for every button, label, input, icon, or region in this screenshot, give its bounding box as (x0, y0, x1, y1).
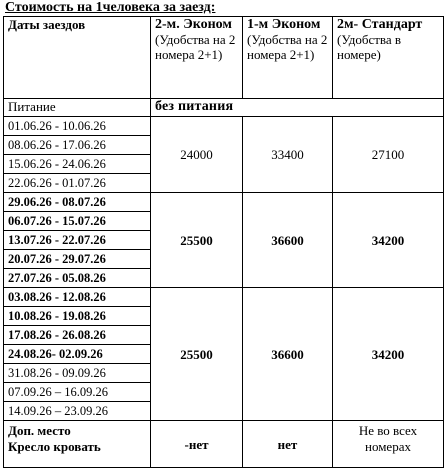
extra-bed-label-line2: Кресло кровать (8, 439, 101, 454)
price-cell: 36600 (243, 288, 333, 421)
table-row (4, 117, 444, 136)
extra-bed-value: нет (243, 421, 333, 468)
header-col2-title: 1-м Эконом (247, 17, 321, 32)
date-cell: 14.09.26 – 23.09.26 (4, 402, 151, 421)
date-cell: 27.07.26 - 05.08.26 (4, 269, 151, 288)
header-dates: Даты заездов (4, 17, 151, 99)
header-col1-sub: (Удобства на 2 номера 2+1) (155, 32, 236, 62)
header-row (4, 17, 444, 99)
header-col2 (243, 17, 333, 99)
price-cell: 25500 (151, 193, 243, 288)
date-cell: 17.08.26 - 26.08.26 (4, 326, 151, 345)
date-cell: 03.08.26 - 12.08.26 (4, 288, 151, 307)
header-col2-sub: (Удобства на 2 номера 2+1) (247, 32, 328, 62)
date-cell: 08.06.26 - 17.06.26 (4, 136, 151, 155)
extra-bed-label-line1: Доп. место (8, 423, 71, 438)
price-cell: 34200 (333, 288, 444, 421)
date-cell: 01.06.26 - 10.06.26 (4, 117, 151, 136)
date-cell: 06.07.26 - 15.07.26 (4, 212, 151, 231)
price-table (3, 16, 444, 468)
date-cell: 24.08.26- 02.09.26 (4, 345, 151, 364)
price-cell: 36600 (243, 193, 333, 288)
food-label: Питание (4, 99, 151, 117)
extra-bed-label (4, 421, 151, 468)
header-col1 (151, 17, 243, 99)
extra-bed-row (4, 421, 444, 468)
price-cell: 34200 (333, 193, 444, 288)
date-cell: 07.09.26 – 16.09.26 (4, 383, 151, 402)
date-cell: 22.06.26 - 01.07.26 (4, 174, 151, 193)
extra-bed-value: -нет (151, 421, 243, 468)
date-cell: 15.06.26 - 24.06.26 (4, 155, 151, 174)
header-col3 (333, 17, 444, 99)
date-cell: 13.07.26 - 22.07.26 (4, 231, 151, 250)
date-cell: 10.08.26 - 19.08.26 (4, 307, 151, 326)
date-cell: 20.07.26 - 29.07.26 (4, 250, 151, 269)
price-cell: 25500 (151, 288, 243, 421)
table-row (4, 193, 444, 212)
food-value: без питания (151, 99, 444, 117)
date-cell: 31.08.26 - 09.09.26 (4, 364, 151, 383)
header-col3-title: 2м- Стандарт (337, 17, 423, 32)
price-cell: 33400 (243, 117, 333, 193)
price-cell: 24000 (151, 117, 243, 193)
header-col3-sub: (Удобства в номере) (337, 32, 402, 62)
table-title: Стоимость на 1человека за заезд: (5, 0, 216, 15)
food-row (4, 99, 444, 117)
price-cell: 27100 (333, 117, 444, 193)
table-row (4, 288, 444, 307)
date-cell: 29.06.26 - 08.07.26 (4, 193, 151, 212)
header-col1-title: 2-м. Эконом (155, 17, 232, 32)
extra-bed-value: Не во всех номерах (333, 421, 444, 468)
